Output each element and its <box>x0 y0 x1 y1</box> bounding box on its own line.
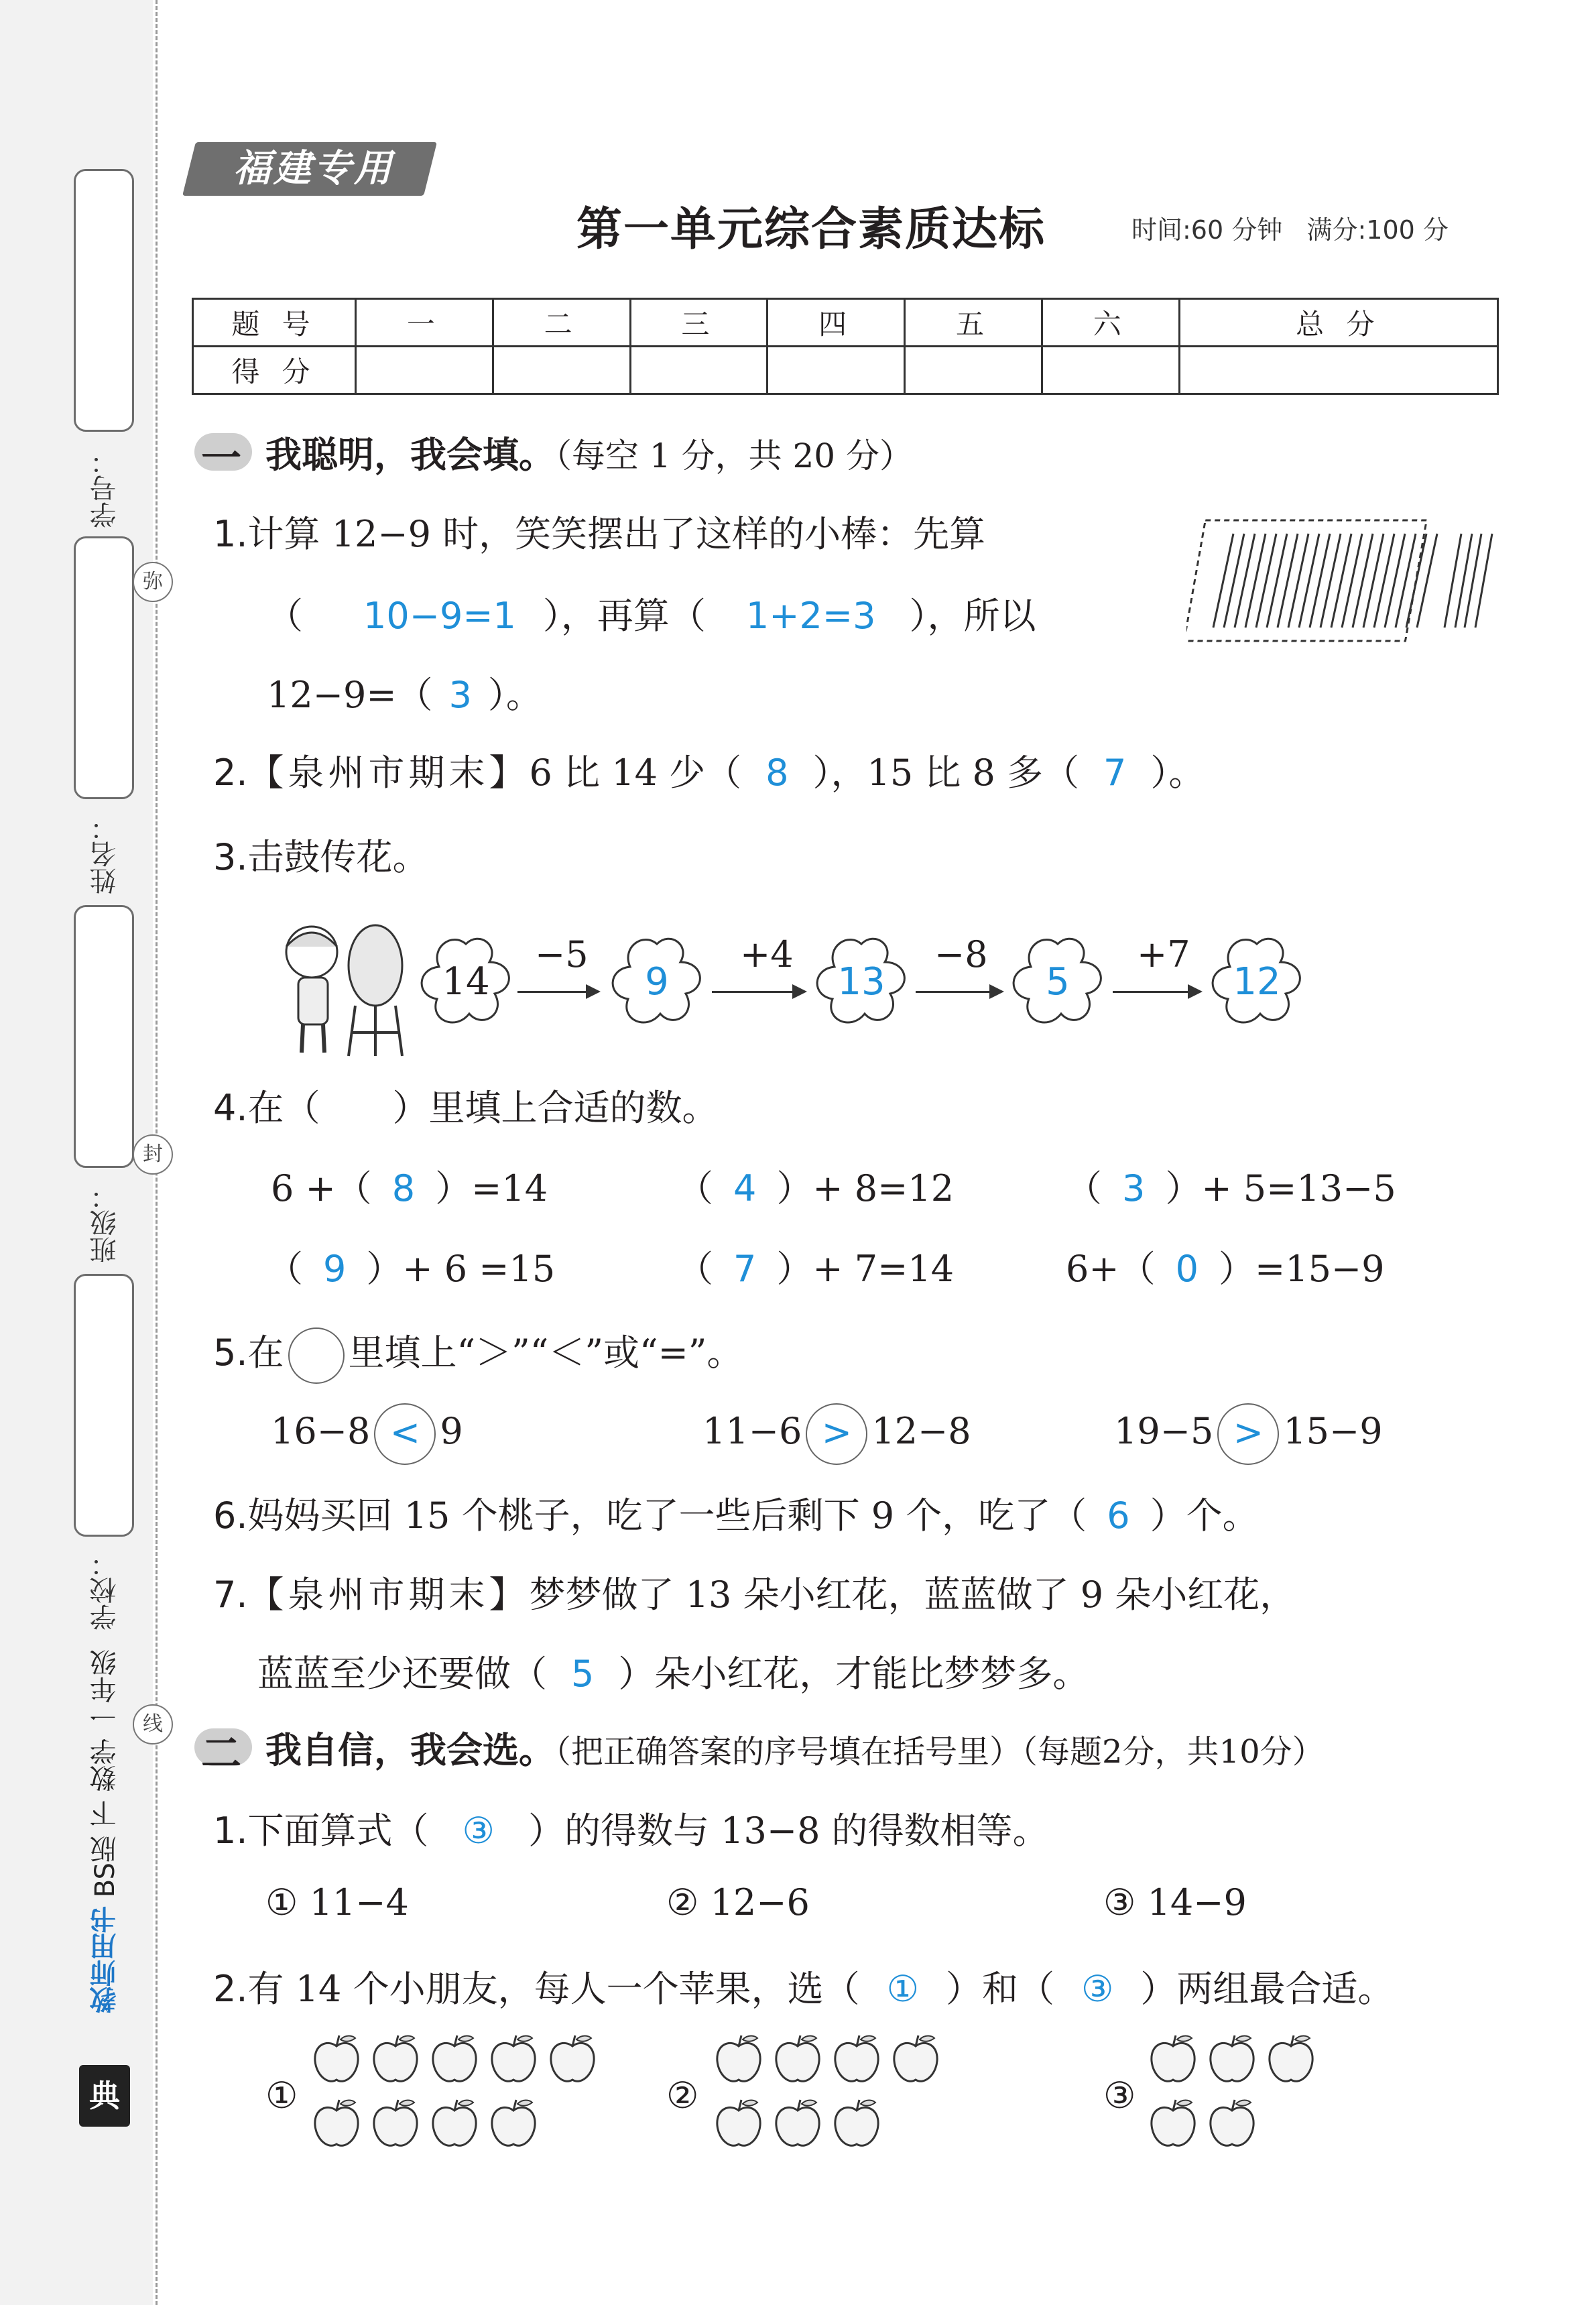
q1-paren: （ <box>267 595 303 637</box>
score-cell[interactable] <box>493 347 630 394</box>
q1-line-2 <box>267 587 1036 639</box>
op-4: +7 <box>1137 933 1190 976</box>
apple-icon <box>485 2031 542 2088</box>
q1-text: 计算 12−9 时，笑笑摆出了这样的小棒：先算 <box>247 513 986 555</box>
apple-icon <box>426 2096 483 2152</box>
q2-line <box>213 744 1205 796</box>
q4-r2-item-2 <box>677 1240 954 1292</box>
q2-text-3: ）。 <box>1150 752 1205 794</box>
apple-icon <box>770 2096 826 2152</box>
q5-item-3 <box>1114 1403 1383 1465</box>
score-header-cell: 四 <box>768 299 905 347</box>
s2-q2-line <box>213 1960 1394 2012</box>
op-2: +4 <box>740 933 794 976</box>
q5-right: 15−9 <box>1283 1410 1383 1452</box>
q4-pre: （ <box>1066 1167 1102 1209</box>
class-label: 班级： <box>90 1183 121 1263</box>
s2-q1-option-1: ① 11−4 <box>265 1881 409 1924</box>
q6-text-1: 妈妈买回 15 个桃子，吃了一些后剩下 9 个，吃了（ <box>247 1494 1087 1537</box>
apple-icon <box>485 2096 542 2152</box>
flower-2-label <box>607 932 707 1032</box>
s2-q2-answer-1: ① <box>886 1968 919 2010</box>
q7-text-2: 蓝蓝至少还要做（ <box>257 1653 547 1695</box>
apple-icon <box>711 2031 767 2088</box>
apple-icon <box>1145 2096 1201 2152</box>
score-cell[interactable] <box>1042 347 1179 394</box>
spine-edition: BS版 <box>90 1836 121 1898</box>
s2-q1-text-2: ）的得数与 13−8 的得数相等。 <box>528 1810 1049 1852</box>
apple-icon <box>828 2031 885 2088</box>
flower-3-label <box>811 932 912 1032</box>
question-number: 1. <box>213 1810 248 1852</box>
student-id-label: 学号： <box>90 448 121 528</box>
apple-group-2-label: ② <box>666 2074 699 2117</box>
q4-answer: 9 <box>323 1248 347 1290</box>
question-number: 2. <box>213 752 248 794</box>
source-tag: 【泉州市期末】 <box>247 752 530 794</box>
score-table-header <box>193 299 1498 347</box>
exam-time: 时间:60 分钟 <box>1131 215 1283 245</box>
score-header-cell: 五 <box>905 299 1042 347</box>
apple-icon <box>1263 2031 1319 2088</box>
apple-icon <box>1204 2096 1260 2152</box>
blank-circle <box>288 1327 345 1384</box>
s2-q1-option-2: ② 12−6 <box>666 1881 810 1924</box>
score-cell[interactable] <box>356 347 493 394</box>
apple-icon <box>1145 2031 1201 2088</box>
publisher-logo <box>79 2065 130 2127</box>
exam-meta <box>1131 209 1449 246</box>
name-box[interactable] <box>74 536 134 799</box>
q4-pre: （ <box>677 1248 713 1290</box>
question-number: 2. <box>213 1968 248 2010</box>
school-label: 学校： <box>90 1550 121 1631</box>
q4-line <box>213 1079 719 1131</box>
q5-answer: < <box>374 1403 436 1465</box>
q1-answer-1: 10−9=1 <box>363 595 516 637</box>
q4-pre: 6 +（ <box>271 1167 372 1209</box>
apple-group-1-label: ① <box>265 2074 298 2117</box>
s2-q2-answer-2: ③ <box>1081 1968 1114 2010</box>
q7-line-2 <box>257 1645 1089 1697</box>
section-1-title <box>265 426 913 478</box>
s2-q1-answer: ③ <box>462 1810 495 1852</box>
region-badge-text: 福建专用 <box>233 147 394 190</box>
q5-text-1: 在 <box>247 1332 284 1374</box>
score-header-cell: 总 分 <box>1179 299 1497 347</box>
apple-icon <box>308 2031 365 2088</box>
section-2-number <box>192 1722 259 1777</box>
cut-mark-xian: 线 <box>133 1704 173 1745</box>
q5-left: 19−5 <box>1114 1410 1214 1452</box>
section-number-text: 一 <box>201 435 241 482</box>
q4-pre: 6+（ <box>1066 1248 1156 1290</box>
op-3: −8 <box>934 933 988 976</box>
s2-q2-text-3: ）两组最合适。 <box>1140 1968 1394 2010</box>
apple-icon <box>770 2031 826 2088</box>
section-note: （每空 1 分，共 20 分） <box>555 436 914 475</box>
q3-text: 击鼓传花。 <box>247 836 429 878</box>
q4-r1-item-3 <box>1066 1160 1396 1211</box>
q6-text-2: ）个。 <box>1150 1494 1259 1537</box>
flower-4-label <box>1007 932 1108 1032</box>
spine-teacher: 教师用书 <box>90 1906 121 2014</box>
s2-q1-line <box>213 1802 1049 1854</box>
q4-r1-item-1 <box>271 1160 548 1211</box>
question-number: 1. <box>213 513 248 555</box>
q1-l3: 12−9=（ <box>267 674 433 716</box>
question-number: 7. <box>213 1574 248 1616</box>
bundle-sticks <box>1213 534 1437 628</box>
q1-end: ），所以 <box>909 595 1036 637</box>
arrow-1 <box>517 991 598 993</box>
apple-icon <box>828 2096 885 2152</box>
apple-icon <box>367 2096 424 2152</box>
score-header-cell: 三 <box>630 299 768 347</box>
section-2-title <box>265 1722 1325 1773</box>
q5-text-2: 里填上“＞”“＜”或“=”。 <box>348 1332 743 1374</box>
q4-r2-item-3 <box>1066 1240 1385 1292</box>
s2-q2-text-1: 有 14 个小朋友，每人一个苹果，选（ <box>247 1968 860 2010</box>
spine-volume: 下 <box>90 1800 121 1828</box>
score-cell[interactable] <box>768 347 905 394</box>
school-box[interactable] <box>74 1274 134 1537</box>
apple-icon <box>1204 2031 1260 2088</box>
s2-q2-text-2: ）和（ <box>946 1968 1054 2010</box>
q5-item-1 <box>271 1403 463 1465</box>
flower-answer: 5 <box>1046 960 1070 1004</box>
q5-left: 16−8 <box>271 1410 371 1452</box>
q5-line <box>213 1324 743 1384</box>
question-number: 3. <box>213 836 248 878</box>
q4-text: 在（ ）里填上合适的数。 <box>247 1087 719 1129</box>
score-header-cell: 一 <box>356 299 493 347</box>
apple-icon <box>367 2031 424 2088</box>
flower-5-label <box>1207 932 1307 1032</box>
q7-text-1: 梦梦做了 13 朵小红花，蓝蓝做了 9 朵小红花， <box>529 1574 1296 1616</box>
q4-pre: （ <box>267 1248 303 1290</box>
q1-mid: ），再算（ <box>542 595 706 637</box>
q1-line-1 <box>213 506 985 557</box>
q5-right: 12−8 <box>871 1410 971 1452</box>
arrow-4 <box>1113 991 1200 993</box>
score-table <box>192 298 1499 395</box>
q4-answer: 0 <box>1175 1248 1199 1290</box>
flower-answer: 13 <box>837 960 885 1004</box>
score-header-cell: 二 <box>493 299 630 347</box>
q6-answer: 6 <box>1107 1494 1130 1537</box>
q1-line-3 <box>267 666 542 718</box>
q4-post: ）=14 <box>435 1167 548 1209</box>
q4-post: ）+ 8=12 <box>776 1167 955 1209</box>
student-id-box[interactable] <box>74 169 134 432</box>
q6-line <box>213 1487 1259 1539</box>
q4-r1-item-2 <box>677 1160 954 1211</box>
apple-group-3-label: ③ <box>1103 2074 1136 2117</box>
score-header-cell: 题 号 <box>193 299 356 347</box>
q7-answer: 5 <box>571 1653 595 1695</box>
question-number: 4. <box>213 1087 248 1129</box>
q5-right: 9 <box>440 1410 463 1452</box>
logo-text: 典 <box>89 2078 120 2114</box>
score-header-cell: 六 <box>1042 299 1179 347</box>
section-1-number <box>192 426 259 482</box>
q4-answer: 3 <box>1122 1167 1146 1209</box>
q5-answer: > <box>806 1403 867 1465</box>
source-tag: 【泉州市期末】 <box>247 1574 530 1616</box>
q7-text-3: ）朵小红花，才能比梦梦多。 <box>618 1653 1089 1695</box>
score-cell[interactable] <box>1179 347 1497 394</box>
apple-icon <box>711 2096 767 2152</box>
q7-line-1 <box>213 1566 1296 1618</box>
score-table-row <box>193 347 1498 394</box>
q2-text-2: ），15 比 8 多（ <box>812 752 1080 794</box>
q1-l3-end: ）。 <box>487 674 542 716</box>
q3-line <box>213 829 429 880</box>
arrow-2 <box>712 991 804 993</box>
spine-subject: 数学 <box>90 1738 121 1792</box>
apple-icon <box>544 2031 601 2088</box>
question-number: 5. <box>213 1332 248 1374</box>
q4-answer: 8 <box>391 1167 416 1209</box>
score-cell[interactable] <box>905 347 1042 394</box>
score-row-label: 得 分 <box>193 347 356 394</box>
flower-1-label <box>416 932 516 1032</box>
q4-post: ）=15−9 <box>1218 1248 1385 1290</box>
q4-post: ）+ 5=13−5 <box>1165 1167 1396 1209</box>
s2-q1-option-3: ③ 14−9 <box>1103 1881 1247 1924</box>
q2-answer-1: 8 <box>765 752 789 794</box>
section-title-text: 我聪明，我会填。 <box>265 433 555 476</box>
cut-mark-feng: 封 <box>133 1134 173 1175</box>
q2-answer-2: 7 <box>1103 752 1127 794</box>
section-title-text: 我自信，我会选。 <box>265 1728 555 1771</box>
class-box[interactable] <box>74 905 134 1168</box>
q1-answer-3: 3 <box>448 674 472 716</box>
flower-value: 14 <box>442 960 490 1004</box>
op-1: −5 <box>535 933 589 976</box>
score-cell[interactable] <box>630 347 768 394</box>
q4-post: ）+ 7=14 <box>776 1248 955 1290</box>
sticks-illustration <box>1186 514 1495 648</box>
arrow-3 <box>916 991 1001 993</box>
name-label: 姓名： <box>90 814 121 894</box>
q4-r2-item-1 <box>267 1240 555 1292</box>
q4-answer: 7 <box>733 1248 757 1290</box>
apple-icon <box>887 2031 944 2088</box>
q4-pre: （ <box>677 1167 713 1209</box>
s2-q1-text-1: 下面算式（ <box>247 1810 429 1852</box>
q2-text-1: 6 比 14 少（ <box>529 752 742 794</box>
q1-answer-2: 1+2=3 <box>745 595 876 637</box>
q5-answer: > <box>1217 1403 1279 1465</box>
exam-full-score: 满分:100 分 <box>1306 215 1449 245</box>
spine-label <box>86 1649 124 2013</box>
loose-sticks <box>1445 534 1492 628</box>
q4-post: ）+ 6 =15 <box>366 1248 556 1290</box>
apple-icon <box>308 2096 365 2152</box>
question-number: 6. <box>213 1494 248 1537</box>
section-note: （把正确答案的序号填在括号里）（每题2分，共10分） <box>555 1733 1325 1771</box>
page-title: 第一单元综合素质达标 <box>576 202 1046 256</box>
spine-grade: 一年级 <box>90 1649 121 1730</box>
flower-answer: 12 <box>1233 960 1281 1004</box>
q5-left: 11−6 <box>702 1410 802 1452</box>
flower-answer: 9 <box>645 960 669 1004</box>
q5-item-2 <box>702 1403 971 1465</box>
q4-answer: 4 <box>733 1167 757 1209</box>
cut-mark-mi: 弥 <box>133 562 173 602</box>
drummer-illustration <box>268 912 416 1059</box>
apple-icon <box>426 2031 483 2088</box>
section-number-text: 二 <box>201 1730 241 1777</box>
